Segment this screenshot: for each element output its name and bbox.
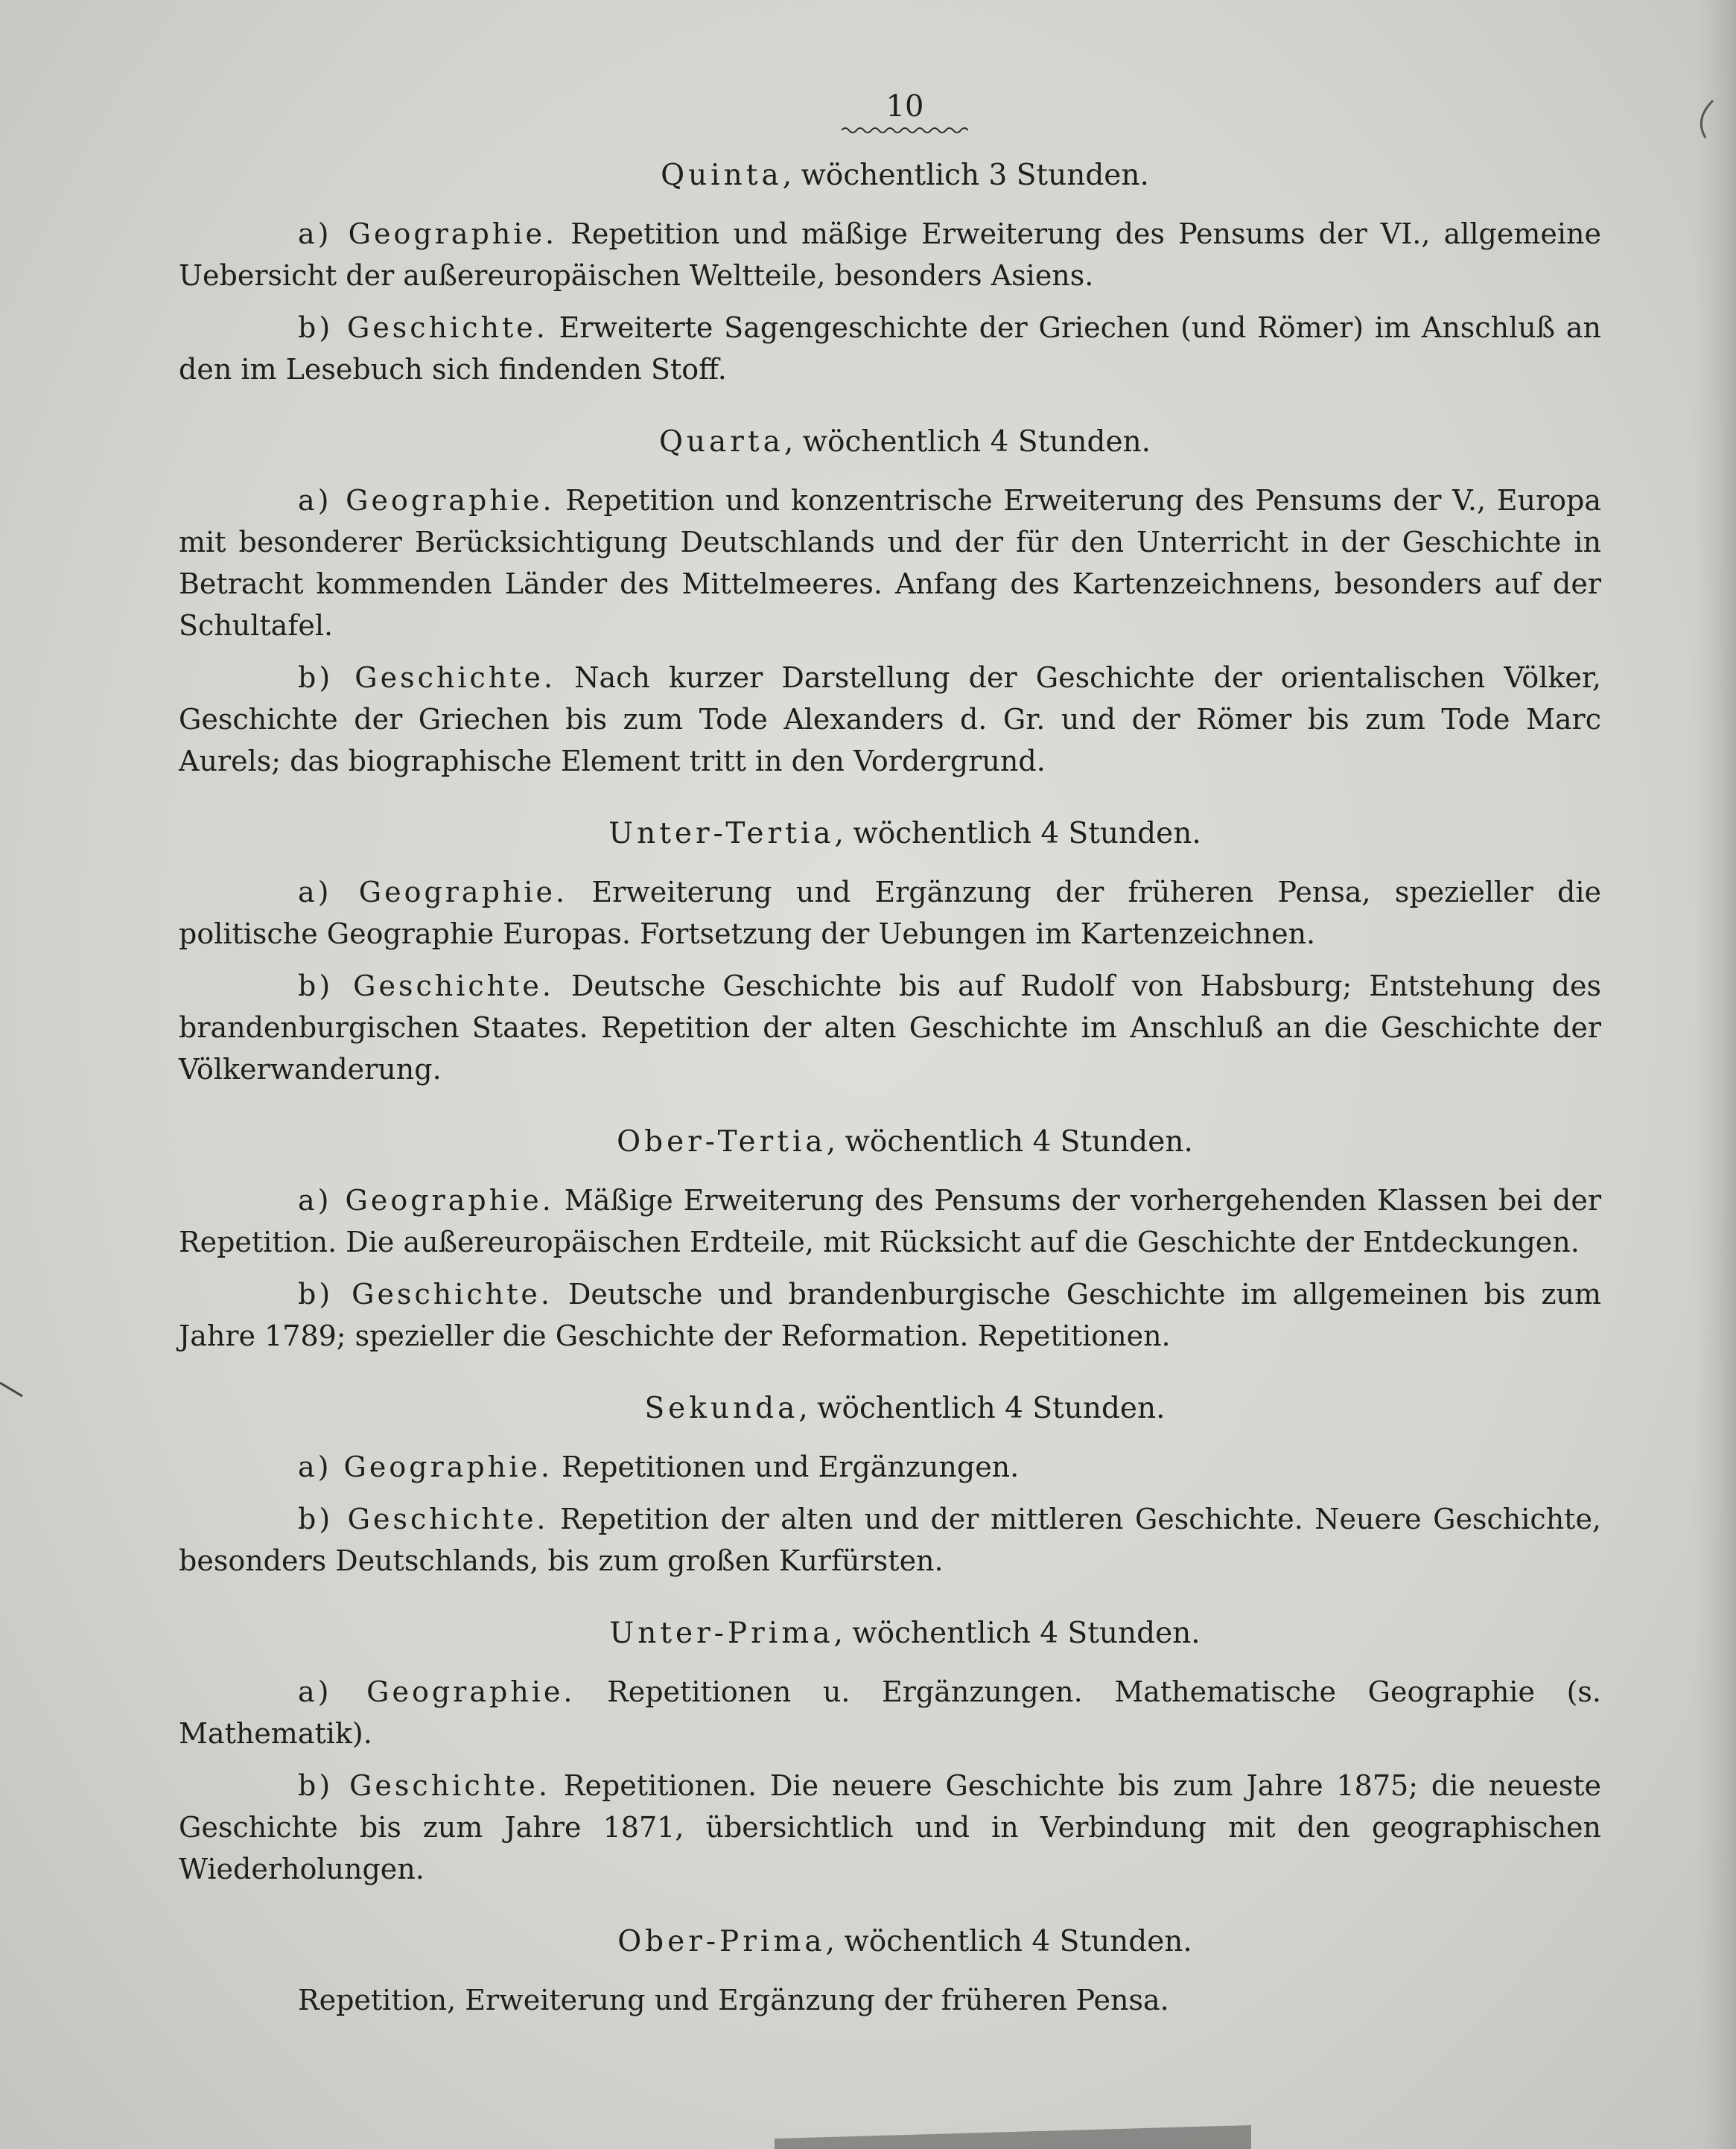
weekly-hours: , wöchentlich 4 Stunden. xyxy=(826,1125,1193,1159)
class-name: Quarta xyxy=(658,425,784,459)
paragraph-label: b) Geschichte. xyxy=(298,1503,549,1535)
corner-scan-mark xyxy=(1691,97,1720,141)
paragraph-text: Mäßige Erweiterung des Pensums der vorhergehenden Klassen bei der Repetition. Die außereuropäischen Erdteile, mit Rücksicht auf die Geschichte der Entdeckungen. xyxy=(179,1184,1601,1258)
section-ober-tertia xyxy=(179,1123,1601,1357)
class-name: Ober-Prima xyxy=(617,1925,826,1958)
section-heading xyxy=(179,423,1601,462)
weekly-hours: , wöchentlich 4 Stunden. xyxy=(798,1392,1166,1425)
weekly-hours: , wöchentlich 4 Stunden. xyxy=(833,1617,1201,1650)
paragraph-label: a) Geographie. xyxy=(298,1675,576,1708)
paragraph-text: Erweiterung und Ergänzung der früheren Pensa, spezieller die politische Geographie Europas. Fortsetzung der Uebungen im Kartenzeichnen. xyxy=(179,876,1602,950)
left-scan-mark xyxy=(0,1381,30,1404)
paragraph-geographie xyxy=(179,213,1601,296)
paragraph-geschichte xyxy=(179,1498,1601,1582)
paragraph-geographie xyxy=(179,480,1601,646)
class-name: Ober-Tertia xyxy=(617,1125,827,1159)
page-number: 10 xyxy=(886,89,924,124)
paragraph-label: b) Geschichte. xyxy=(298,1278,553,1311)
paragraph-text: Nach kurzer Darstellung der Geschichte der orientalischen Völker, Geschichte der Griechen bis zum Tode Alexanders d. Gr. und der Römer bis zum Tode Marc Aurels; das biographische Element tritt in den Vordergrund. xyxy=(179,661,1601,777)
paragraph-geschichte xyxy=(179,965,1601,1090)
decorative-wave-divider xyxy=(812,125,968,136)
paragraph-text: Deutsche Geschichte bis auf Rudolf von Habsburg; Entstehung des brandenburgischen Staates. Repetition der alten Geschichte im Anschluß an die Geschichte der Völkerwanderung. xyxy=(179,970,1601,1086)
paragraph-text: Repetition und mäßige Erweiterung des Pensums der VI., allgemeine Uebersicht der außereuropäischen Weltteile, besonders Asiens. xyxy=(179,217,1601,292)
section-heading xyxy=(179,815,1601,853)
section-heading xyxy=(179,156,1601,195)
paragraph-geographie xyxy=(179,871,1601,955)
section-sekunda xyxy=(179,1389,1601,1582)
section-unter-tertia xyxy=(179,815,1601,1090)
paragraph-label: b) Geschichte. xyxy=(298,970,554,1002)
paragraph-geographie xyxy=(179,1671,1601,1754)
paragraph-geographie xyxy=(179,1446,1601,1488)
class-name: Unter-Prima xyxy=(609,1617,834,1650)
class-name: Sekunda xyxy=(644,1392,799,1425)
section-quarta xyxy=(179,423,1601,782)
section-ober-prima xyxy=(179,1923,1601,2021)
paragraph-text: Repetitionen und Ergänzungen. xyxy=(552,1451,1020,1483)
paragraph-label: a) Geographie. xyxy=(298,217,558,250)
page-edge-shadow xyxy=(1691,0,1736,2149)
class-name: Unter-Tertia xyxy=(608,817,835,850)
paragraph-label: b) Geschichte. xyxy=(298,311,548,344)
paragraph-label: a) Geographie. xyxy=(298,484,555,517)
paragraph-label: b) Geschichte. xyxy=(298,1769,550,1802)
paragraph-geschichte xyxy=(179,1765,1601,1890)
weekly-hours: , wöchentlich 4 Stunden. xyxy=(825,1925,1192,1958)
paragraph-geschichte xyxy=(179,307,1601,390)
paragraph-text: Repetition und konzentrische Erweiterung des Pensums der V., Europa mit besonderer Berücksichtigung Deutschlands und der für den Unterricht in der Geschichte in Betracht kommenden Länder des Mittelmeeres. Anfang des Kartenzeichnens, besonders auf der Schultafel. xyxy=(179,484,1601,642)
bottom-scan-mark xyxy=(775,2124,1251,2149)
paragraph-label: a) Geographie. xyxy=(298,1451,553,1483)
paragraph-label: a) Geographie. xyxy=(298,1184,554,1217)
section-quinta xyxy=(179,156,1601,390)
paragraph-text: Repetition, Erweiterung und Ergänzung der früheren Pensa. xyxy=(298,1984,1169,2016)
paragraph-text: Repetitionen u. Ergänzungen. Mathematische Geographie (s. Mathematik). xyxy=(179,1675,1601,1750)
paragraph-label: a) Geographie. xyxy=(298,876,568,908)
section-heading xyxy=(179,1614,1601,1653)
section-heading xyxy=(179,1123,1601,1162)
paragraph-repetition xyxy=(179,1979,1601,2021)
weekly-hours: , wöchentlich 4 Stunden. xyxy=(834,817,1201,850)
paragraph-text: Repetitionen. Die neuere Geschichte bis zum Jahre 1875; die neueste Geschichte bis zum Jahre 1871, übersichtlich und in Verbindung mit den geographischen Wiederholungen. xyxy=(179,1769,1601,1885)
section-unter-prima xyxy=(179,1614,1601,1890)
weekly-hours: , wöchentlich 3 Stunden. xyxy=(782,159,1149,192)
paragraph-geschichte xyxy=(179,1273,1601,1357)
paragraph-text: Deutsche und brandenburgische Geschichte im allgemeinen bis zum Jahre 1789; spezieller die Geschichte der Reformation. Repetitionen. xyxy=(179,1278,1601,1352)
section-heading xyxy=(179,1389,1601,1428)
paragraph-text: Erweiterte Sagengeschichte der Griechen (und Römer) im Anschluß an den im Lesebuch sich findenden Stoff. xyxy=(179,311,1602,386)
page-content xyxy=(179,88,1601,2031)
section-heading xyxy=(179,1923,1601,1961)
paragraph-text: Repetition der alten und der mittleren Geschichte. Neuere Geschichte, besonders Deutschlands, bis zum großen Kurfürsten. xyxy=(179,1503,1602,1577)
weekly-hours: , wöchentlich 4 Stunden. xyxy=(783,425,1151,459)
paragraph-geschichte xyxy=(179,657,1601,782)
class-name: Quinta xyxy=(661,159,783,192)
paragraph-geographie xyxy=(179,1179,1601,1263)
paragraph-label: b) Geschichte. xyxy=(298,661,556,694)
